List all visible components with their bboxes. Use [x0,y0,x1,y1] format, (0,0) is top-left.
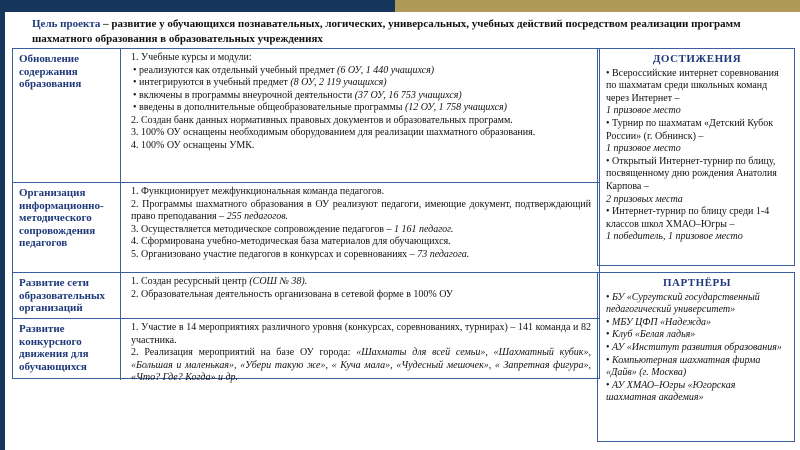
table-row [13,183,599,273]
list-item: 3. 100% ОУ оснащены необходимым оборудованием для реализации шахматного образования. [131,127,536,138]
list-item-result: 1 призовое место [606,143,681,155]
top-bar-dark-segment [0,0,395,12]
list-item-result: 1 призовое место [606,105,681,117]
list-item: • введены в дополнительные общеобразовательные программы (12 ОУ, 1 758 учащихся) [131,102,591,115]
list-item: 5. Организовано участие педагогов в конкурсах и соревнованиях – 73 педагога. [131,248,470,260]
list-item-result: 1 победитель, 1 призовое место [606,231,743,243]
list-item: • Турнир по шахматам «Детский Кубок России» (г. Обнинск) – [606,118,788,143]
list-item: • АУ «Институт развития образования» [606,342,788,355]
achievements-title: ДОСТИЖЕНИЯ [652,53,742,65]
list-item: 2. Программы шахматного образования в ОУ реализуют педагоги, имеющие документ, подтверждающий право преподавания – 255 педагогов. [131,198,591,222]
row-content [121,49,599,182]
goal-heading: Цель проекта [32,18,101,30]
list-item: • реализуются как отдельный учебный предмет (6 ОУ, 1 440 учащихся) [131,65,591,78]
table-row [13,49,599,183]
project-goal [32,17,792,47]
list-item: • интегрируются в учебный предмет (8 ОУ, 2 119 учащихся) [131,77,591,90]
list-item: • Всероссийские интернет соревнования по шахматам среди школьных команд через Интернет – [606,68,788,106]
list-item: 1. Создан ресурсный центр (СОШ № 38). [131,276,308,287]
row-content [121,183,599,272]
row-label: Развитие сети образовательных организаций [13,273,121,318]
list-item: 2. Образовательная деятельность организована в сетевой форме в 100% ОУ [131,288,453,300]
achievements-panel [597,48,795,266]
list-item: 1. Участие в 14 мероприятиях различного уровня (конкурсах, соревнованиях, турнирах) – 141 команда и 82 участника. [131,322,591,346]
table-row [13,273,599,319]
main-table [12,48,600,383]
list-item: • АУ ХМАО–Югры «Югорская шахматная академия» [606,380,788,405]
list-item: 2. Реализация мероприятий на базе ОУ города: «Шахматы для всей семьи», «Шахматный кубик», «Большая и маленькая», «Убери такую же», « Куча мала», «Чудесный мешочек», « Запретная фигура», «Что? Где? Когда» и др. [131,347,591,383]
top-bar-gold-segment [395,0,800,12]
list-item: • Компьютерная шахматная фирма «Дайв» (г. Москва) [606,355,788,380]
goal-text: – развитие у обучающихся познавательных, логических, универсальных, учебных действий посредством реализации программ шахматного образования в образовательных учреждениях [32,18,741,45]
list-item: • включены в программы внеурочной деятельности (37 ОУ, 16 753 учащихся) [131,90,591,103]
top-decor-bar [0,0,800,12]
row-content [121,273,599,318]
row-content [121,319,599,383]
row-label: Организация информационно-методического сопровождения педагогов [13,183,121,272]
partners-panel [597,272,795,442]
list-item: • Клуб «Белая ладья» [606,329,788,342]
list-item: • МБУ ЦФП «Надежда» [606,317,788,330]
list-item: 2. Создан банк данных нормативных правовых документов и образовательных программ. [131,114,513,126]
row-label: Обновление содержания образования [13,49,121,182]
list-item-result: 2 призовых места [606,193,683,205]
list-item: 3. Осуществляется методическое сопровождение педагогов – 1 161 педагог. [131,223,454,235]
list-item: 1. Функционирует межфункциональная команда педагогов. [131,186,385,197]
list-item: 4. 100% ОУ оснащены УМК. [131,139,255,151]
list-item: • БУ «Сургутский государственный педагогический университет» [606,292,788,317]
left-decor-bar [0,12,5,450]
row-label: Развитие конкурсного движения для обучающихся [13,319,121,380]
list-item: 4. Сформирована учебно-методическая база материалов для обучающихся. [131,236,451,247]
list-item: • Интернет-турнир по блицу среди 1-4 классов школ ХМАО–Югры – [606,206,788,231]
table-row [13,319,599,383]
partners-title: ПАРТНЁРЫ [662,277,732,289]
list-item: 1. Учебные курсы и модули: [131,52,252,63]
list-item: • Открытый Интернет-турнир по блицу, посвященному дню рождения Анатолия Карпова – [606,156,788,194]
